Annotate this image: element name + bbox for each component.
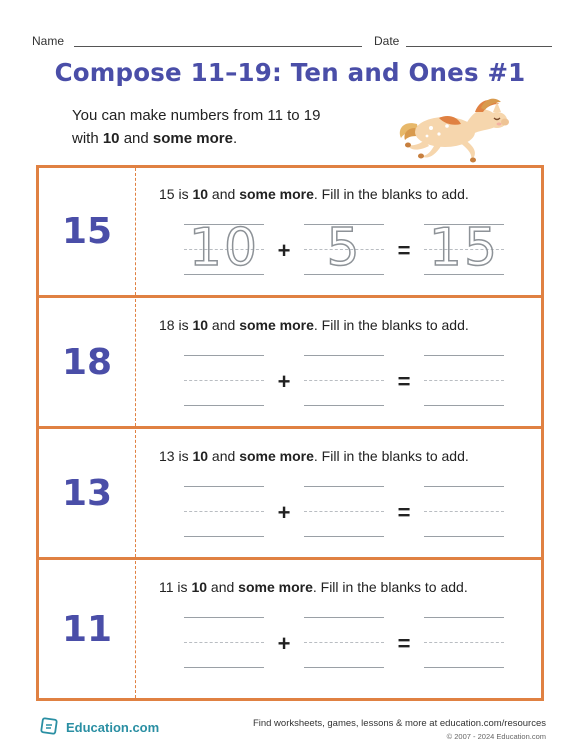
problem-prompt [159,448,529,464]
intro-text [72,104,382,150]
prompt-text: and [208,186,240,202]
target-number: 18 [61,342,113,383]
plus-sign: + [277,238,291,263]
guide-line [184,536,264,537]
guide-line [184,667,264,668]
guide-line [304,536,384,537]
dashed-divider [135,168,136,295]
prompt-text: is [174,317,193,333]
footer-tagline[interactable]: Find worksheets, games, lessons & more at education.com/resources [252,718,546,729]
name-date-line [32,34,552,50]
target-number: 15 [61,211,113,252]
problem-prompt [159,186,529,202]
prompt-text: . Fill in the blanks to add. [313,448,469,464]
total-blank[interactable] [424,349,504,413]
dashed-divider [135,430,136,557]
guide-line [184,380,264,381]
total-blank[interactable] [424,480,504,544]
tens-blank[interactable] [184,611,264,675]
equation-area [184,480,504,544]
equation-area [184,611,504,675]
ones-blank[interactable] [304,349,384,413]
prompt-number: 13 [159,448,175,464]
prompt-text: is [173,579,192,595]
guide-line [424,667,504,668]
guide-line [304,617,384,618]
prompt-text: is [174,186,193,202]
total-blank[interactable] [424,218,504,282]
intro-some-more: some more [152,130,233,147]
guide-line [424,355,504,356]
brand-name: Education.com [66,719,160,735]
date-label: Date [374,34,400,48]
footer-copyright: © 2007 - 2024 Education.com [446,732,546,741]
tens-blank[interactable] [184,349,264,413]
guide-line [424,511,504,512]
footer-info [253,718,546,741]
guide-line [424,536,504,537]
prompt-text: and [208,317,240,333]
guide-line [424,486,504,487]
guide-line [184,486,264,487]
plus-sign: + [277,631,291,656]
intro-ten: 10 [102,130,120,147]
dashed-divider [135,561,136,698]
traced-tens: 10 [188,218,260,278]
equals-sign: = [397,631,411,656]
problem-row [39,561,541,698]
equals-sign: = [397,369,411,394]
prompt-text: and [208,448,240,464]
traced-total: 15 [428,218,500,278]
prompt-text: . Fill in the blanks to add. [313,317,469,333]
prompt-ten: 10 [192,317,209,333]
traced-ones: 5 [326,218,362,278]
pony-illustration [395,90,520,170]
guide-line [424,380,504,381]
plus-sign: + [277,500,291,525]
guide-line [424,642,504,643]
intro-text-part: and [119,130,153,147]
prompt-ten: 10 [191,579,208,595]
target-number: 11 [61,609,113,650]
worksheet-grid [36,165,544,701]
guide-line [184,511,264,512]
guide-line [184,642,264,643]
guide-line [304,405,384,406]
guide-line [184,355,264,356]
intro-text-part: with [72,130,103,147]
problem-prompt [159,317,529,333]
prompt-text: . Fill in the blanks to add. [312,579,468,595]
ones-blank[interactable] [304,480,384,544]
ones-blank[interactable] [304,611,384,675]
brand-logo[interactable] [40,716,159,738]
equals-sign: = [397,238,411,263]
prompt-text: and [207,579,239,595]
guide-line [304,642,384,643]
guide-line [304,380,384,381]
name-field[interactable] [74,46,362,47]
dashed-divider [135,299,136,426]
total-blank[interactable] [424,611,504,675]
ones-blank[interactable] [304,218,384,282]
equation-area [184,349,504,413]
plus-sign: + [277,369,291,394]
prompt-number: 18 [159,317,175,333]
prompt-some-more: some more [239,186,314,202]
prompt-some-more: some more [239,317,314,333]
problem-row [39,299,541,429]
guide-line [424,617,504,618]
intro-line-1: You can make numbers from 11 to 19 [72,107,321,124]
education-logo-icon [40,717,60,737]
equals-sign: = [397,500,411,525]
prompt-some-more: some more [239,448,314,464]
equation-area [184,218,504,282]
guide-line [184,617,264,618]
prompt-ten: 10 [192,448,209,464]
guide-line [184,405,264,406]
prompt-text: is [174,448,193,464]
problem-prompt [159,579,529,595]
tens-blank[interactable] [184,480,264,544]
guide-line [304,486,384,487]
intro-text-part: . [232,130,238,147]
date-field[interactable] [406,46,552,47]
target-number: 13 [61,473,113,514]
prompt-ten: 10 [192,186,209,202]
guide-line [304,511,384,512]
intro-line-2 [72,127,382,150]
name-label: Name [32,34,65,48]
guide-line [304,667,384,668]
guide-line [424,405,504,406]
worksheet-title: Compose 11–19: Ten and Ones #1 [54,58,526,87]
prompt-text: . Fill in the blanks to add. [313,186,469,202]
problem-row [39,168,541,298]
problem-row [39,430,541,560]
prompt-number: 15 [159,186,175,202]
guide-line [304,355,384,356]
prompt-some-more: some more [238,579,313,595]
tens-blank[interactable] [184,218,264,282]
prompt-number: 11 [159,579,174,595]
